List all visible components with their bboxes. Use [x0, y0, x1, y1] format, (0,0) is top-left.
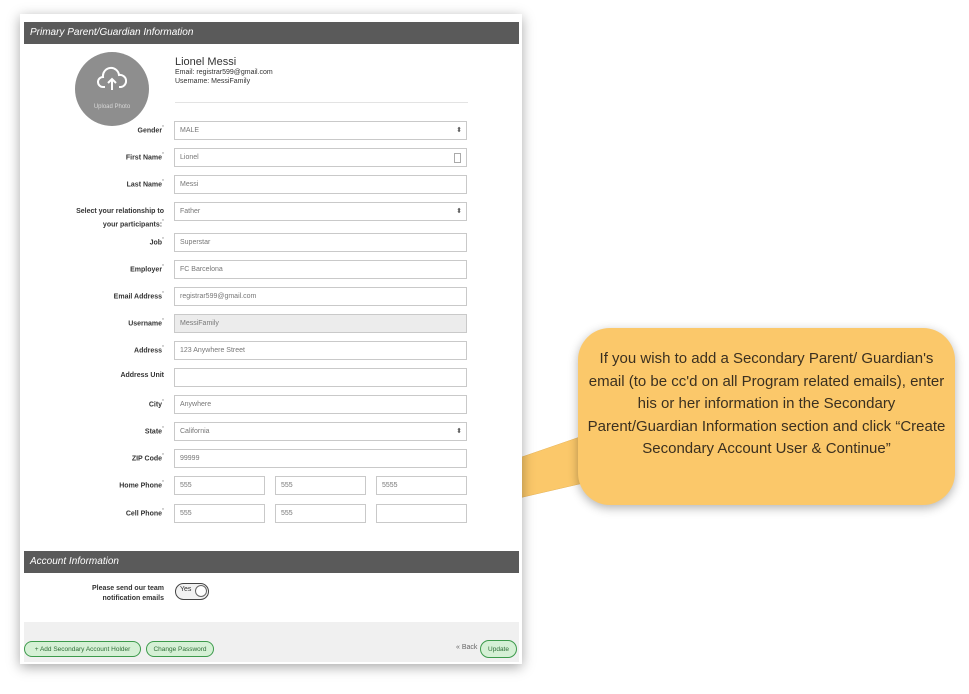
username-label: Username*: [128, 318, 164, 328]
notify-label: Please send our team notification emails: [92, 585, 164, 602]
gender-select[interactable]: MALE ⬍: [174, 121, 467, 140]
guardian-form-card: [20, 14, 522, 664]
cell-phone-prefix-input[interactable]: 555: [275, 504, 366, 523]
primary-guardian-header: Primary Parent/Guardian Information: [24, 22, 519, 44]
instruction-callout: [578, 328, 955, 505]
back-link[interactable]: « Back: [456, 644, 478, 651]
update-button[interactable]: Update: [480, 640, 517, 658]
relationship-select[interactable]: Father ⬍: [174, 202, 467, 221]
callout-text: If you wish to add a Secondary Parent/ Guardian's email (to be cc'd on all Program related emails), enter his or her information in the Secondary Parent/Guardian Information section and click “Create Secondary Account User & Continue”: [587, 350, 946, 457]
select-caret-icon: ⬍: [456, 127, 462, 134]
home-phone-line-input[interactable]: 5555: [376, 476, 467, 495]
notify-toggle[interactable]: [175, 583, 209, 600]
select-caret-icon: ⬍: [456, 208, 462, 215]
relationship-label: Select your relationship to your participants:*: [76, 208, 164, 229]
account-info-header: Account Information: [24, 551, 519, 573]
employer-input[interactable]: FC Barcelona: [174, 260, 467, 279]
job-input[interactable]: Superstar: [174, 233, 467, 252]
profile-username: Username: MessiFamily: [175, 78, 251, 85]
toggle-knob: [195, 585, 207, 597]
cell-phone-line-input[interactable]: [376, 504, 467, 523]
email-input[interactable]: registrar599@gmail.com: [174, 287, 467, 306]
address-label: Address*: [134, 345, 164, 355]
select-caret-icon: ⬍: [456, 428, 462, 435]
zip-input[interactable]: 99999: [174, 449, 467, 468]
address-input[interactable]: 123 Anywhere Street: [174, 341, 467, 360]
home-phone-area-input[interactable]: 555: [174, 476, 265, 495]
upload-photo-label: Upload Photo: [93, 104, 131, 110]
last-name-label: Last Name*: [126, 179, 164, 189]
address-unit-input[interactable]: [174, 368, 467, 387]
profile-divider: [175, 102, 468, 103]
change-password-button[interactable]: Change Password: [146, 641, 214, 657]
autofill-icon: [454, 153, 461, 163]
last-name-input[interactable]: Messi: [174, 175, 467, 194]
employer-label: Employer*: [130, 264, 164, 274]
toggle-label: Yes: [180, 586, 192, 593]
home-phone-prefix-input[interactable]: 555: [275, 476, 366, 495]
first-name-label: First Name*: [125, 152, 164, 162]
city-input[interactable]: Anywhere: [174, 395, 467, 414]
state-label: State*: [144, 426, 164, 436]
username-input: MessiFamily: [174, 314, 467, 333]
home-phone-label: Home Phone*: [119, 480, 164, 490]
first-name-input[interactable]: Lionel: [174, 148, 467, 167]
gender-label: Gender*: [137, 125, 164, 135]
cell-phone-label: Cell Phone*: [125, 508, 164, 518]
profile-email: Email: registrar599@gmail.com: [175, 69, 273, 76]
state-select[interactable]: California ⬍: [174, 422, 467, 441]
email-label: Email Address*: [113, 291, 164, 301]
upload-photo-button[interactable]: [75, 52, 149, 126]
profile-name: Lionel Messi: [175, 56, 237, 68]
address-unit-label: Address Unit: [120, 372, 164, 379]
cell-phone-area-input[interactable]: 555: [174, 504, 265, 523]
zip-label: ZIP Code*: [131, 453, 164, 463]
city-label: City*: [148, 399, 164, 409]
cloud-upload-icon: [97, 66, 127, 94]
add-secondary-account-button[interactable]: + Add Secondary Account Holder: [24, 641, 141, 657]
job-label: Job*: [149, 237, 164, 247]
